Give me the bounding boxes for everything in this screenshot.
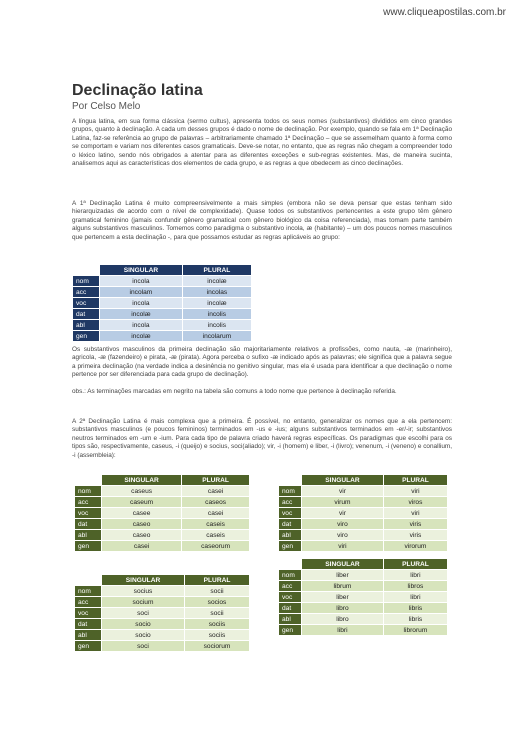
singular-form: incola	[100, 276, 183, 287]
case-label: acc	[75, 497, 102, 508]
singular-form: liber	[302, 570, 384, 581]
case-label: acc	[73, 287, 100, 298]
case-label: gen	[75, 541, 102, 552]
table-row	[73, 276, 252, 287]
second-declension-paragraph: A 2ª Declinação Latina é mais complexa que a primeira. É possível, no entanto, generalizar os nomes que a ela pertencem: substantivos masculinos (e poucos femininos) terminados em -us e -ius; alguns substantivos terminados em -er/-ir; substantivos neutros terminados em -um e -ium. Para cada tipo de palavra criado haverá regras específicas. Os paradigmas que escolhi para os tipos são, respectivamente, caseus, -i (queijo) e socius, soci(aliado); vir, -i (homem) e liber, -i (livro); venenum, -i (veneno) e conallium, -i (assembleia):	[72, 418, 452, 459]
case-label: nom	[73, 276, 100, 287]
singular-form: liber	[302, 592, 384, 603]
plural-form: librorum	[383, 625, 447, 636]
table-row	[279, 570, 448, 581]
singular-form: viri	[302, 541, 384, 552]
table-row	[75, 641, 250, 652]
plural-form: viri	[383, 486, 447, 497]
case-label: abl	[75, 530, 102, 541]
liber-declension-table	[278, 558, 448, 636]
plural-form: viros	[383, 497, 447, 508]
singular-form: soci	[102, 608, 185, 619]
table-row	[279, 603, 448, 614]
case-label: voc	[75, 508, 102, 519]
case-label: dat	[279, 519, 302, 530]
plural-form: incolis	[182, 320, 251, 331]
plural-header: PLURAL	[383, 559, 447, 570]
singular-header: SINGULAR	[100, 265, 183, 276]
case-label: acc	[279, 581, 302, 592]
plural-form: caseorum	[182, 541, 250, 552]
singular-form: socium	[102, 597, 185, 608]
vir-declension-table	[278, 474, 448, 552]
table-row	[73, 298, 252, 309]
singular-form: virum	[302, 497, 384, 508]
singular-form: vir	[302, 486, 384, 497]
case-label: voc	[279, 508, 302, 519]
case-label: acc	[75, 597, 102, 608]
corner-cell	[73, 265, 100, 276]
plural-form: incolæ	[182, 276, 251, 287]
author-line: Por Celso Melo	[72, 101, 141, 112]
singular-form: viro	[302, 530, 384, 541]
plural-form: caseis	[182, 530, 250, 541]
first-declension-paragraph: A 1ª Declinação Latina é muito compreensivelmente a mais simples (embora não se deva pensar que estas tenham sido hierarquizadas de acordo com o nível de complexidade). Quase todos os substantivos pertencentes a este grupo têm gênero gramatical feminino (jamais confundir gênero gramatical com gênero biológico da coisa referenciada), mas tomam parte também alguns substantivos masculinos. Tomemos como paradigma o substantivo incola, æ (habitante) – um dos poucos nomes masculinos que pertencem a esta declinação -, para que possamos estudar as regras aplicáveis ao grupo:	[72, 200, 452, 241]
page-title: Declinação latina	[72, 82, 203, 99]
plural-form: libris	[383, 603, 447, 614]
plural-header: PLURAL	[383, 475, 447, 486]
singular-form: casei	[102, 541, 182, 552]
singular-form: incola	[100, 320, 183, 331]
table-row	[279, 530, 448, 541]
singular-form: incolam	[100, 287, 183, 298]
case-label: dat	[73, 309, 100, 320]
case-label: voc	[73, 298, 100, 309]
table-row	[279, 614, 448, 625]
case-label: acc	[279, 497, 302, 508]
case-label: abl	[73, 320, 100, 331]
plural-form: sociorum	[185, 641, 250, 652]
singular-form: casee	[102, 508, 182, 519]
plural-form: socii	[185, 586, 250, 597]
table-row	[279, 541, 448, 552]
corner-cell	[75, 475, 102, 486]
case-label: nom	[75, 586, 102, 597]
table-row	[75, 508, 250, 519]
plural-form: socios	[185, 597, 250, 608]
masculine-nouns-paragraph: Os substantivos masculinos da primeira declinação são majoritariamente relativos a profissões, como nauta, -æ (marinheiro), agricola, -æ (fazendeiro) e pirata, -æ (pirata). Agora perceba o sufixo -æ indicado após as palavras; ele significa que a palavra segue a primeira declinação (na verdade indica a desinência no genitivo singular, mas ela é usada para identificar a que declinação o nome pertence por ser diferenciada para cada grupo de declinação).	[72, 346, 452, 379]
plural-form: libri	[383, 570, 447, 581]
singular-form: socius	[102, 586, 185, 597]
observation-note: obs.: As terminações marcadas em negrito na tabela são comuns a todo nome que pertence à declinação referida.	[72, 388, 397, 395]
table-row	[73, 331, 252, 342]
singular-form: incola	[100, 298, 183, 309]
case-label: gen	[75, 641, 102, 652]
singular-form: socio	[102, 630, 185, 641]
plural-form: viris	[383, 530, 447, 541]
table-row	[75, 597, 250, 608]
singular-header: SINGULAR	[302, 559, 384, 570]
intro-paragraph: A língua latina, em sua forma clássica (sermo cultus), apresenta todos os seus nomes (substantivos) divididos em cinco grandes grupos, quanto à declinação. A cada um desses grupos é dado o nome de declinação. Por exemplo, quando se fala em 1ª Declinação Latina, faz-se referência ao grupo de palavras – arbitrariamente chamado 1ª Declinação – que se assemelham quanto à forma como se comportam e variam nos diferentes casos gramaticais. Deve-se notar, no entanto, que as regras não chegam a compreender todo o léxico latino, sendo nós obrigados a atentar para as diferentes exceções e sub-regras existentes. Mas, de maneira sucinta, analisemos aqui as características dos elementos de cada grupo, e as regras a que obedecem as cinco declinações.	[72, 118, 452, 168]
table-row	[75, 541, 250, 552]
singular-form: libro	[302, 614, 384, 625]
table-row	[75, 530, 250, 541]
table-row	[279, 497, 448, 508]
case-label: gen	[279, 625, 302, 636]
site-url[interactable]: www.cliqueapostilas.com.br	[383, 7, 506, 18]
singular-header: SINGULAR	[102, 575, 185, 586]
plural-form: viri	[383, 508, 447, 519]
singular-form: vir	[302, 508, 384, 519]
table-row	[75, 519, 250, 530]
table-row	[73, 309, 252, 320]
plural-form: socii	[185, 608, 250, 619]
plural-form: incolarum	[182, 331, 251, 342]
case-label: abl	[279, 614, 302, 625]
table-row	[75, 486, 250, 497]
table-row	[279, 508, 448, 519]
case-label: nom	[75, 486, 102, 497]
plural-form: libros	[383, 581, 447, 592]
corner-cell	[279, 475, 302, 486]
case-label: dat	[279, 603, 302, 614]
table-row	[279, 486, 448, 497]
case-label: gen	[279, 541, 302, 552]
case-label: abl	[75, 630, 102, 641]
table-row	[75, 586, 250, 597]
table-row	[279, 625, 448, 636]
case-label: voc	[279, 592, 302, 603]
singular-form: incolæ	[100, 309, 183, 320]
table-row	[75, 630, 250, 641]
plural-form: sociis	[185, 619, 250, 630]
plural-form: casei	[182, 508, 250, 519]
singular-form: caseus	[102, 486, 182, 497]
table-row	[279, 592, 448, 603]
case-label: gen	[73, 331, 100, 342]
table-row	[75, 619, 250, 630]
plural-form: incolis	[182, 309, 251, 320]
caseus-declension-table	[74, 474, 250, 552]
plural-form: caseis	[182, 519, 250, 530]
singular-header: SINGULAR	[102, 475, 182, 486]
table-row	[75, 497, 250, 508]
plural-form: sociis	[185, 630, 250, 641]
singular-form: soci	[102, 641, 185, 652]
singular-form: caseo	[102, 530, 182, 541]
plural-form: viris	[383, 519, 447, 530]
plural-form: libri	[383, 592, 447, 603]
plural-form: caseos	[182, 497, 250, 508]
plural-header: PLURAL	[182, 475, 250, 486]
case-label: nom	[279, 486, 302, 497]
corner-cell	[279, 559, 302, 570]
table-row	[73, 320, 252, 331]
singular-form: socio	[102, 619, 185, 630]
singular-form: libro	[302, 603, 384, 614]
singular-form: caseo	[102, 519, 182, 530]
table-row	[279, 519, 448, 530]
table-row	[73, 287, 252, 298]
table-row	[279, 581, 448, 592]
singular-form: caseum	[102, 497, 182, 508]
socius-declension-table	[74, 574, 250, 652]
singular-form: libri	[302, 625, 384, 636]
table-row	[75, 608, 250, 619]
case-label: dat	[75, 619, 102, 630]
plural-form: incolæ	[182, 298, 251, 309]
singular-form: viro	[302, 519, 384, 530]
corner-cell	[75, 575, 102, 586]
case-label: dat	[75, 519, 102, 530]
case-label: nom	[279, 570, 302, 581]
plural-header: PLURAL	[182, 265, 251, 276]
singular-form: librum	[302, 581, 384, 592]
plural-form: casei	[182, 486, 250, 497]
case-label: abl	[279, 530, 302, 541]
plural-form: virorum	[383, 541, 447, 552]
singular-form: incolæ	[100, 331, 183, 342]
plural-header: PLURAL	[185, 575, 250, 586]
plural-form: incolas	[182, 287, 251, 298]
case-label: voc	[75, 608, 102, 619]
incola-declension-table	[72, 264, 252, 342]
plural-form: libris	[383, 614, 447, 625]
singular-header: SINGULAR	[302, 475, 384, 486]
